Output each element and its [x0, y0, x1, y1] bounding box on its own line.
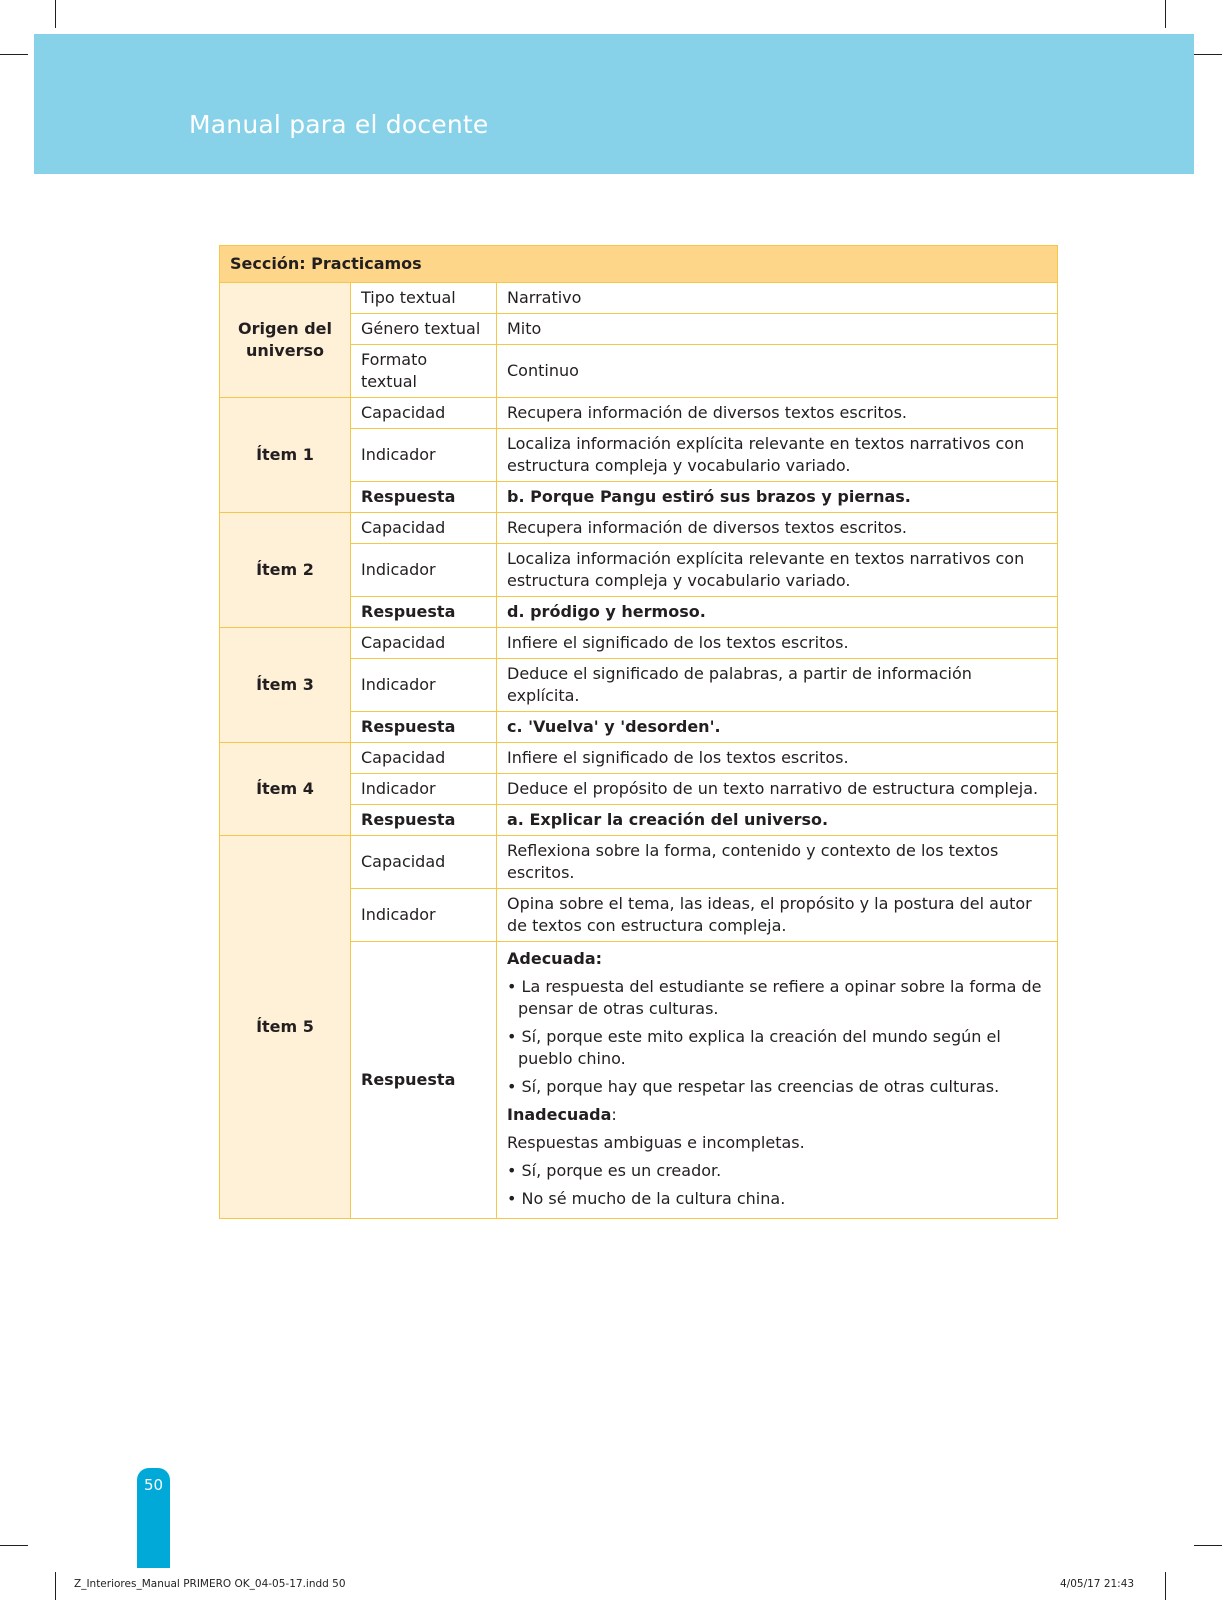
footer-datetime: 4/05/17 21:43: [1060, 1578, 1135, 1590]
inadecuada-label: Inadecuada: [507, 1105, 612, 1124]
crop-mark: [1194, 54, 1222, 55]
adecuada-label: Adecuada:: [507, 949, 603, 968]
row-label: Indicador: [351, 774, 497, 805]
row-value: Infiere el significado de los textos escritos.: [497, 743, 1058, 774]
row-value: Continuo: [497, 345, 1058, 398]
origen-label: Origen del universo: [220, 283, 351, 398]
crop-mark: [1194, 1545, 1222, 1546]
table-row: [220, 836, 1058, 889]
crop-mark: [0, 54, 28, 55]
inadecuada-colon: :: [611, 1105, 617, 1124]
row-label: Tipo textual: [351, 283, 497, 314]
section-row: [220, 246, 1058, 283]
header-band: [34, 34, 1194, 174]
inadecuada-heading: [507, 1104, 1047, 1126]
table-row: [220, 743, 1058, 774]
row-value: Recupera información de diversos textos escritos.: [497, 513, 1058, 544]
crop-mark: [1165, 0, 1166, 28]
row-value: Mito: [497, 314, 1058, 345]
row-label: Respuesta: [351, 805, 497, 836]
row-label: Indicador: [351, 889, 497, 942]
answer-criteria: [507, 948, 1047, 1210]
item-label: Ítem 5: [220, 836, 351, 1219]
table-row: [220, 628, 1058, 659]
row-value: Localiza información explícita relevante en textos narrativos con estructura compleja y vocabulario variado.: [497, 429, 1058, 482]
row-label: Respuesta: [351, 712, 497, 743]
table-row: [220, 398, 1058, 429]
row-label: Respuesta: [351, 482, 497, 513]
crop-mark: [55, 0, 56, 28]
row-label: Capacidad: [351, 398, 497, 429]
row-value: Narrativo: [497, 283, 1058, 314]
row-label: Indicador: [351, 544, 497, 597]
evaluation-table: [219, 245, 1058, 1219]
row-value: Recupera información de diversos textos escritos.: [497, 398, 1058, 429]
row-value: Localiza información explícita relevante en textos narrativos con estructura compleja y vocabulario variado.: [497, 544, 1058, 597]
inadecuada-intro: Respuestas ambiguas e incompletas.: [507, 1133, 805, 1152]
row-label: Indicador: [351, 429, 497, 482]
row-label: Capacidad: [351, 836, 497, 889]
item-label: Ítem 1: [220, 398, 351, 513]
answer-value: b. Porque Pangu estiró sus brazos y piernas.: [497, 482, 1058, 513]
row-value: Infiere el significado de los textos escritos.: [497, 628, 1058, 659]
item-label: Ítem 2: [220, 513, 351, 628]
answer-value: c. 'Vuelva' y 'desorden'.: [497, 712, 1058, 743]
list-item: • Sí, porque hay que respetar las creencias de otras culturas.: [507, 1077, 1000, 1096]
answer-value: d. pródigo y hermoso.: [497, 597, 1058, 628]
row-label: Capacidad: [351, 743, 497, 774]
crop-mark: [55, 1572, 56, 1600]
row-label: Formato textual: [351, 345, 497, 398]
row-value: Opina sobre el tema, las ideas, el propósito y la postura del autor de textos con estructura compleja.: [497, 889, 1058, 942]
table-row: [220, 283, 1058, 314]
row-value: Deduce el propósito de un texto narrativo de estructura compleja.: [497, 774, 1058, 805]
row-value: Deduce el significado de palabras, a partir de información explícita.: [497, 659, 1058, 712]
answer-value: a. Explicar la creación del universo.: [497, 805, 1058, 836]
header-title: Manual para el docente: [189, 110, 489, 139]
answer-block: [497, 942, 1058, 1219]
row-label: Respuesta: [351, 942, 497, 1219]
list-item: • Sí, porque es un creador.: [507, 1161, 722, 1180]
list-item: • La respuesta del estudiante se refiere a opinar sobre la forma de pensar de otras culturas.: [507, 977, 1042, 1018]
page-number: 50: [143, 1476, 164, 1494]
crop-mark: [1165, 1572, 1166, 1600]
crop-mark: [0, 1545, 28, 1546]
row-label: Capacidad: [351, 628, 497, 659]
section-label: Sección: Practicamos: [220, 246, 1058, 283]
list-item: • No sé mucho de la cultura china.: [507, 1189, 786, 1208]
row-label: Respuesta: [351, 597, 497, 628]
item-label: Ítem 4: [220, 743, 351, 836]
list-item: • Sí, porque este mito explica la creación del mundo según el pueblo chino.: [507, 1027, 1001, 1068]
row-label: Indicador: [351, 659, 497, 712]
row-label: Capacidad: [351, 513, 497, 544]
page-number-tab: [137, 1468, 170, 1568]
footer-file-info: Z_Interiores_Manual PRIMERO OK_04-05-17.indd 50: [74, 1578, 346, 1590]
row-value: Reflexiona sobre la forma, contenido y contexto de los textos escritos.: [497, 836, 1058, 889]
table-row: [220, 513, 1058, 544]
row-label: Género textual: [351, 314, 497, 345]
item-label: Ítem 3: [220, 628, 351, 743]
